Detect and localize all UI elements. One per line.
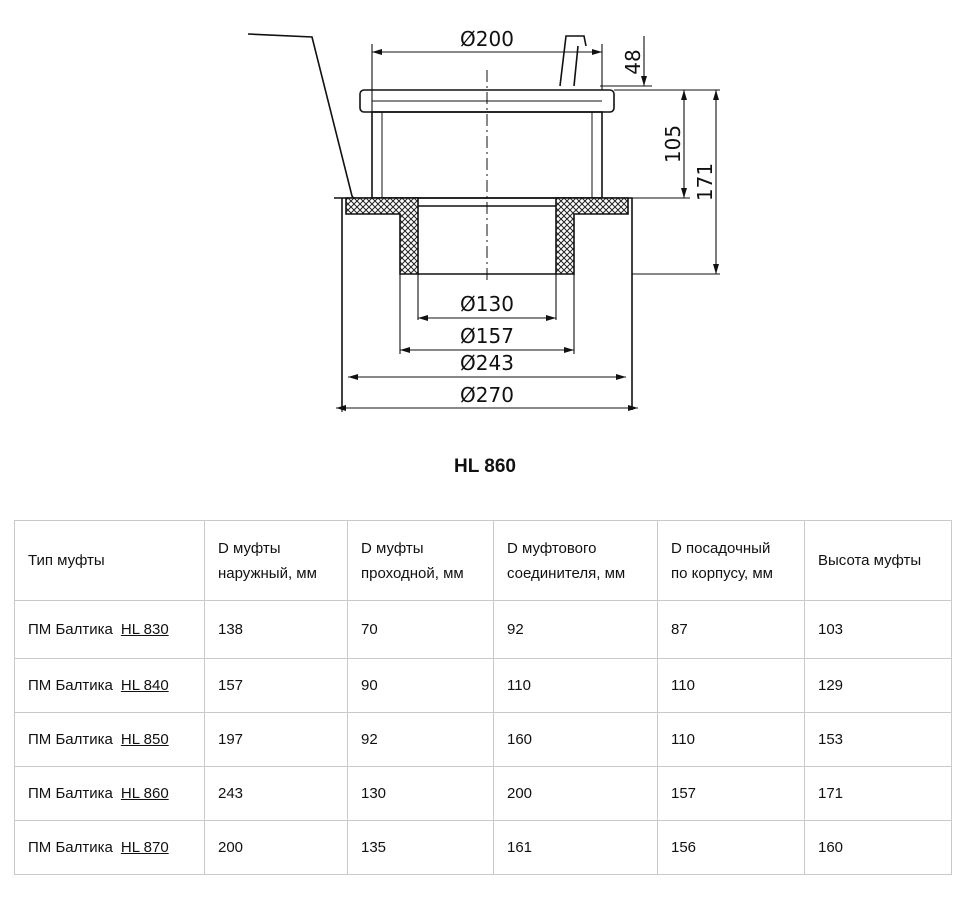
cell-passage: 70: [348, 601, 494, 659]
cell-connector: 200: [494, 767, 658, 821]
cell-seat: 157: [658, 767, 805, 821]
cell-height: 153: [805, 713, 952, 767]
cell-seat: 87: [658, 601, 805, 659]
header-height: Высота муфты: [805, 521, 952, 601]
cell-seat: 156: [658, 821, 805, 875]
table-row: [15, 659, 952, 713]
cell-type: ПМ Балтика HL 870: [15, 821, 205, 875]
right-flange-hatch: [556, 198, 628, 274]
cell-height: 103: [805, 601, 952, 659]
cell-type: ПМ Балтика HL 840: [15, 659, 205, 713]
dim-105: 105: [661, 124, 685, 164]
header-outer-diameter: D муфты наружный, мм: [205, 521, 348, 601]
model-link-hl860[interactable]: HL 860: [120, 785, 169, 802]
cell-passage: 90: [348, 659, 494, 713]
cell-type: ПМ Балтика HL 830: [15, 601, 205, 659]
header-connector-diameter: D муфтового соединителя, мм: [494, 521, 658, 601]
model-link-hl830[interactable]: HL 830: [120, 621, 169, 638]
membrane-line: [248, 34, 360, 206]
cell-height: 171: [805, 767, 952, 821]
cell-passage: 130: [348, 767, 494, 821]
dim-157: Ø157: [460, 324, 514, 348]
cell-type: ПМ Балтика HL 850: [15, 713, 205, 767]
cell-outer: 197: [205, 713, 348, 767]
dim-270: Ø270: [460, 383, 514, 407]
header-seat-diameter: D посадочный по корпусу, мм: [658, 521, 805, 601]
cell-seat: 110: [658, 659, 805, 713]
cell-connector: 160: [494, 713, 658, 767]
technical-drawing: [0, 0, 970, 440]
dim-48: 48: [621, 49, 645, 75]
table-row: [15, 821, 952, 875]
dim-200: Ø200: [460, 27, 514, 51]
header-type: Тип муфты: [15, 521, 205, 601]
cell-height: 129: [805, 659, 952, 713]
spec-table: [14, 520, 952, 875]
cell-outer: 157: [205, 659, 348, 713]
cell-passage: 135: [348, 821, 494, 875]
cell-outer: 200: [205, 821, 348, 875]
cell-height: 160: [805, 821, 952, 875]
cell-outer: 138: [205, 601, 348, 659]
model-link-hl850[interactable]: HL 850: [120, 731, 169, 748]
left-flange-hatch: [346, 198, 418, 274]
pipe-stub: [560, 36, 586, 86]
cell-outer: 243: [205, 767, 348, 821]
model-link-hl840[interactable]: HL 840: [120, 677, 169, 694]
dim-130: Ø130: [460, 292, 514, 316]
model-link-hl870[interactable]: HL 870: [120, 839, 169, 856]
cell-connector: 161: [494, 821, 658, 875]
table-row: [15, 713, 952, 767]
cell-connector: 92: [494, 601, 658, 659]
dim-171: 171: [693, 162, 717, 202]
table-header-row: [15, 521, 952, 601]
cell-connector: 110: [494, 659, 658, 713]
dim-243: Ø243: [460, 351, 514, 375]
cell-type: ПМ Балтика HL 860: [15, 767, 205, 821]
model-caption: HL 860: [454, 456, 516, 477]
cell-passage: 92: [348, 713, 494, 767]
table-row: [15, 601, 952, 659]
table-row: [15, 767, 952, 821]
cell-seat: 110: [658, 713, 805, 767]
header-passage-diameter: D муфты проходной, мм: [348, 521, 494, 601]
